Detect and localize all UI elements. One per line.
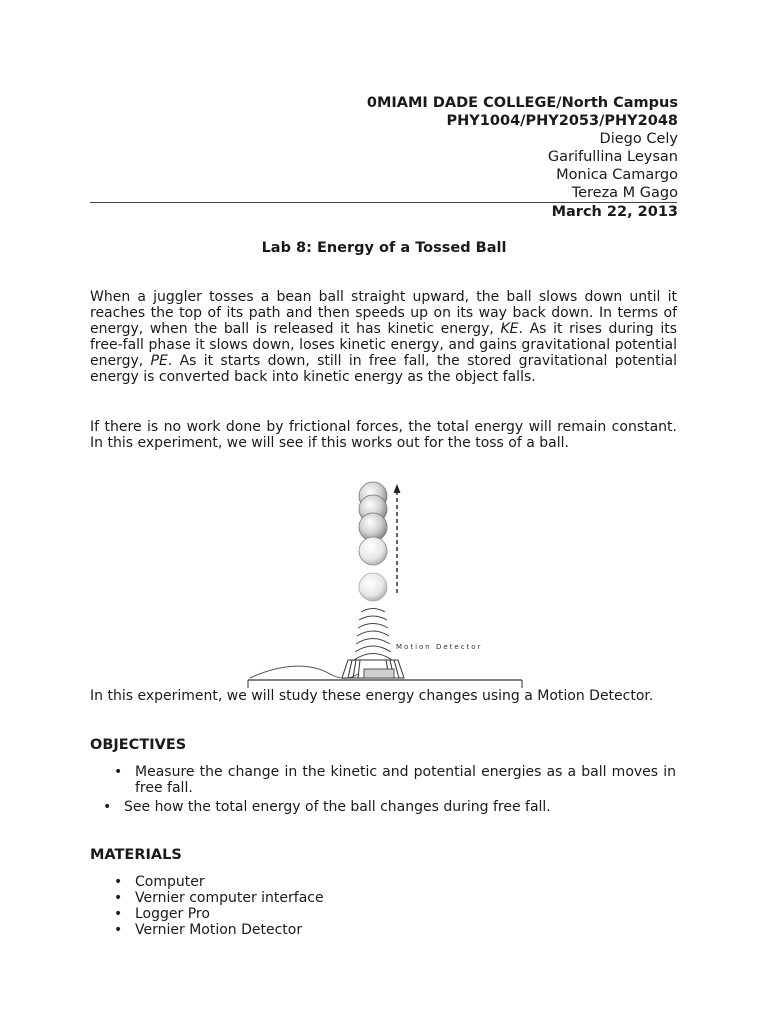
document-date: March 22, 2013 [551,204,678,220]
list-item: • Vernier computer interface [110,890,676,906]
ball-image [359,537,387,565]
document-header [367,94,678,202]
list-item: • Vernier Motion Detector [110,922,676,938]
list-item: • Measure the change in the kinetic and potential energies as a ball moves in free fall. [110,764,676,796]
author-name: Tereza M Gago [571,185,678,201]
intro-text-a: When a juggler tosses a bean ball straight upward, the ball slows down until it reaches the top of its path and then speeds up on its way back down. In terms of energy, when the ball is released it has kinetic energy, [90,289,677,337]
intro-paragraph [90,289,677,385]
list-item: • See how the total energy of the ball changes during free fall. [99,799,676,815]
ball-image [359,573,387,601]
tossed-ball-figure [240,478,530,690]
motion-detector-label: Motion Detector [396,643,483,651]
materials-list [110,874,676,938]
author-name: Garifullina Leysan [547,149,678,165]
pe-term: PE [150,353,168,369]
list-item: • Logger Pro [110,906,676,922]
intro-text-b: . As it rises during its free-fall phase it slows down, loses kinetic energy, and gains gravitational potential energy, [90,321,677,369]
objectives-list [110,764,676,796]
list-item: • Computer [110,874,676,890]
author-name: Monica Camargo [556,167,678,183]
objectives-list-2 [99,799,676,815]
lab-title: Lab 8: Energy of a Tossed Ball [261,240,507,256]
after-figure-paragraph: In this experiment, we will study these energy changes using a Motion Detector. [90,688,654,704]
header-divider [90,202,677,203]
energy-paragraph: If there is no work done by frictional forces, the total energy will remain constant. In this experiment, we will see if this works out for the toss of a ball. [90,419,677,451]
materials-heading: MATERIALS [90,847,182,863]
objectives-heading: OBJECTIVES [90,737,187,753]
author-name: Diego Cely [599,131,678,147]
ke-term: KE [500,321,519,337]
intro-text-c: . As it starts down, still in free fall, the stored gravitational potential energy is converted back into kinetic energy as the object falls. [90,353,677,385]
courses-line: PHY1004/PHY2053/PHY2048 [446,113,678,129]
institution-line: 0MIAMI DADE COLLEGE/North Campus [366,95,678,111]
